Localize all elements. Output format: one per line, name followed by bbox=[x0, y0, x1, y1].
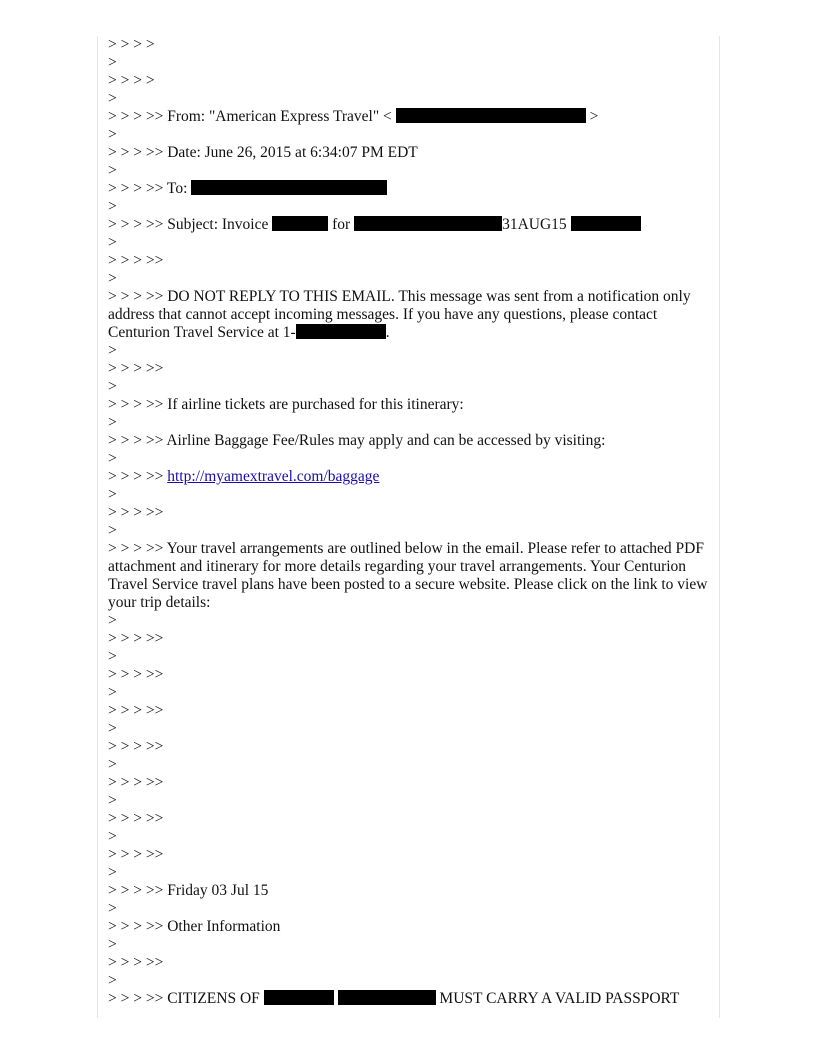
quote-line: > bbox=[108, 270, 117, 287]
redacted-email bbox=[396, 108, 586, 123]
redacted-phone bbox=[296, 324, 386, 339]
date-line: > > > >> Date: June 26, 2015 at 6:34:07 PM EDT bbox=[108, 144, 418, 161]
from-line bbox=[108, 108, 710, 126]
quote-line: > > > >> bbox=[108, 504, 164, 521]
quote-line: > bbox=[108, 828, 117, 845]
noreply-end: . bbox=[385, 324, 390, 341]
quote-line: > > > >> bbox=[108, 954, 164, 971]
quote-line: > > > >> bbox=[108, 702, 164, 719]
quote-line: > bbox=[108, 198, 117, 215]
redacted-country bbox=[264, 990, 334, 1005]
quote-line: > bbox=[108, 792, 117, 809]
quote-line: > > > >> bbox=[108, 666, 164, 683]
to-line bbox=[108, 180, 710, 198]
noreply-text: > > > >> DO NOT REPLY TO THIS EMAIL. This message was sent from a notification only address that cannot accept incoming messages. If you have any questions, please contact Centurion Travel Service at 1- bbox=[108, 288, 691, 341]
quote-line: > bbox=[108, 486, 117, 503]
email-body bbox=[108, 36, 710, 1008]
redacted-recipient bbox=[191, 180, 387, 195]
quote-line: > bbox=[108, 54, 117, 71]
from-close: > bbox=[589, 108, 599, 125]
redacted-code bbox=[571, 216, 641, 231]
quote-line: > > > > bbox=[108, 72, 155, 89]
noreply-notice bbox=[108, 288, 710, 342]
redacted-country-2 bbox=[338, 990, 436, 1005]
quote-line: > bbox=[108, 450, 117, 467]
quote-line: > bbox=[108, 342, 117, 359]
quote-line: > > > > bbox=[108, 36, 155, 53]
quote-line: > bbox=[108, 522, 117, 539]
quote-line: > bbox=[108, 234, 117, 251]
baggage-rules-line: > > > >> Airline Baggage Fee/Rules may apply and can be accessed by visiting: bbox=[108, 432, 606, 449]
baggage-link[interactable]: http://myamextravel.com/baggage bbox=[167, 468, 380, 485]
arrangements-paragraph: > > > >> Your travel arrangements are outlined below in the email. Please refer to attached PDF attachment and itinerary for more details regarding your travel arrangements. Your Centurion Travel Service travel plans have been posted to a secure website. Please click on the link to view your trip details: bbox=[108, 540, 708, 611]
from-label: > > > >> From: "American Express Travel" < bbox=[108, 108, 392, 125]
quote-line: > > > >> bbox=[108, 774, 164, 791]
quote-line: > > > >> bbox=[108, 846, 164, 863]
subject-line bbox=[108, 216, 710, 234]
quote-line: > bbox=[108, 162, 117, 179]
baggage-link-line bbox=[108, 468, 710, 486]
friday-line: > > > >> Friday 03 Jul 15 bbox=[108, 882, 269, 899]
quote-line: > bbox=[108, 126, 117, 143]
link-prefix: > > > >> bbox=[108, 468, 164, 485]
subject-date: 31AUG15 bbox=[502, 216, 567, 233]
quote-line: > bbox=[108, 648, 117, 665]
quote-line: > bbox=[108, 900, 117, 917]
redacted-invoice-number bbox=[272, 216, 328, 231]
subject-for: for bbox=[332, 216, 351, 233]
quote-line: > bbox=[108, 864, 117, 881]
quote-line: > > > >> bbox=[108, 252, 164, 269]
quote-line: > bbox=[108, 90, 117, 107]
to-label: > > > >> To: bbox=[108, 180, 188, 197]
quote-line: > bbox=[108, 414, 117, 431]
quote-line: > > > >> bbox=[108, 738, 164, 755]
redacted-name bbox=[354, 216, 502, 231]
quote-line: > bbox=[108, 720, 117, 737]
quote-line: > bbox=[108, 756, 117, 773]
quote-line: > bbox=[108, 684, 117, 701]
citizens-line bbox=[108, 990, 710, 1008]
citizens-suffix: MUST CARRY A VALID PASSPORT bbox=[439, 990, 680, 1007]
quote-line: > > > >> bbox=[108, 630, 164, 647]
quote-line: > > > >> bbox=[108, 360, 164, 377]
airline-tickets-line: > > > >> If airline tickets are purchased for this itinerary: bbox=[108, 396, 464, 413]
quote-line: > bbox=[108, 972, 117, 989]
quote-line: > bbox=[108, 612, 117, 629]
citizens-prefix: > > > >> CITIZENS OF bbox=[108, 990, 260, 1007]
quote-line: > bbox=[108, 936, 117, 953]
quote-line: > > > >> bbox=[108, 810, 164, 827]
other-information-line: > > > >> Other Information bbox=[108, 918, 281, 935]
quote-line: > bbox=[108, 378, 117, 395]
subject-label: > > > >> Subject: Invoice bbox=[108, 216, 269, 233]
